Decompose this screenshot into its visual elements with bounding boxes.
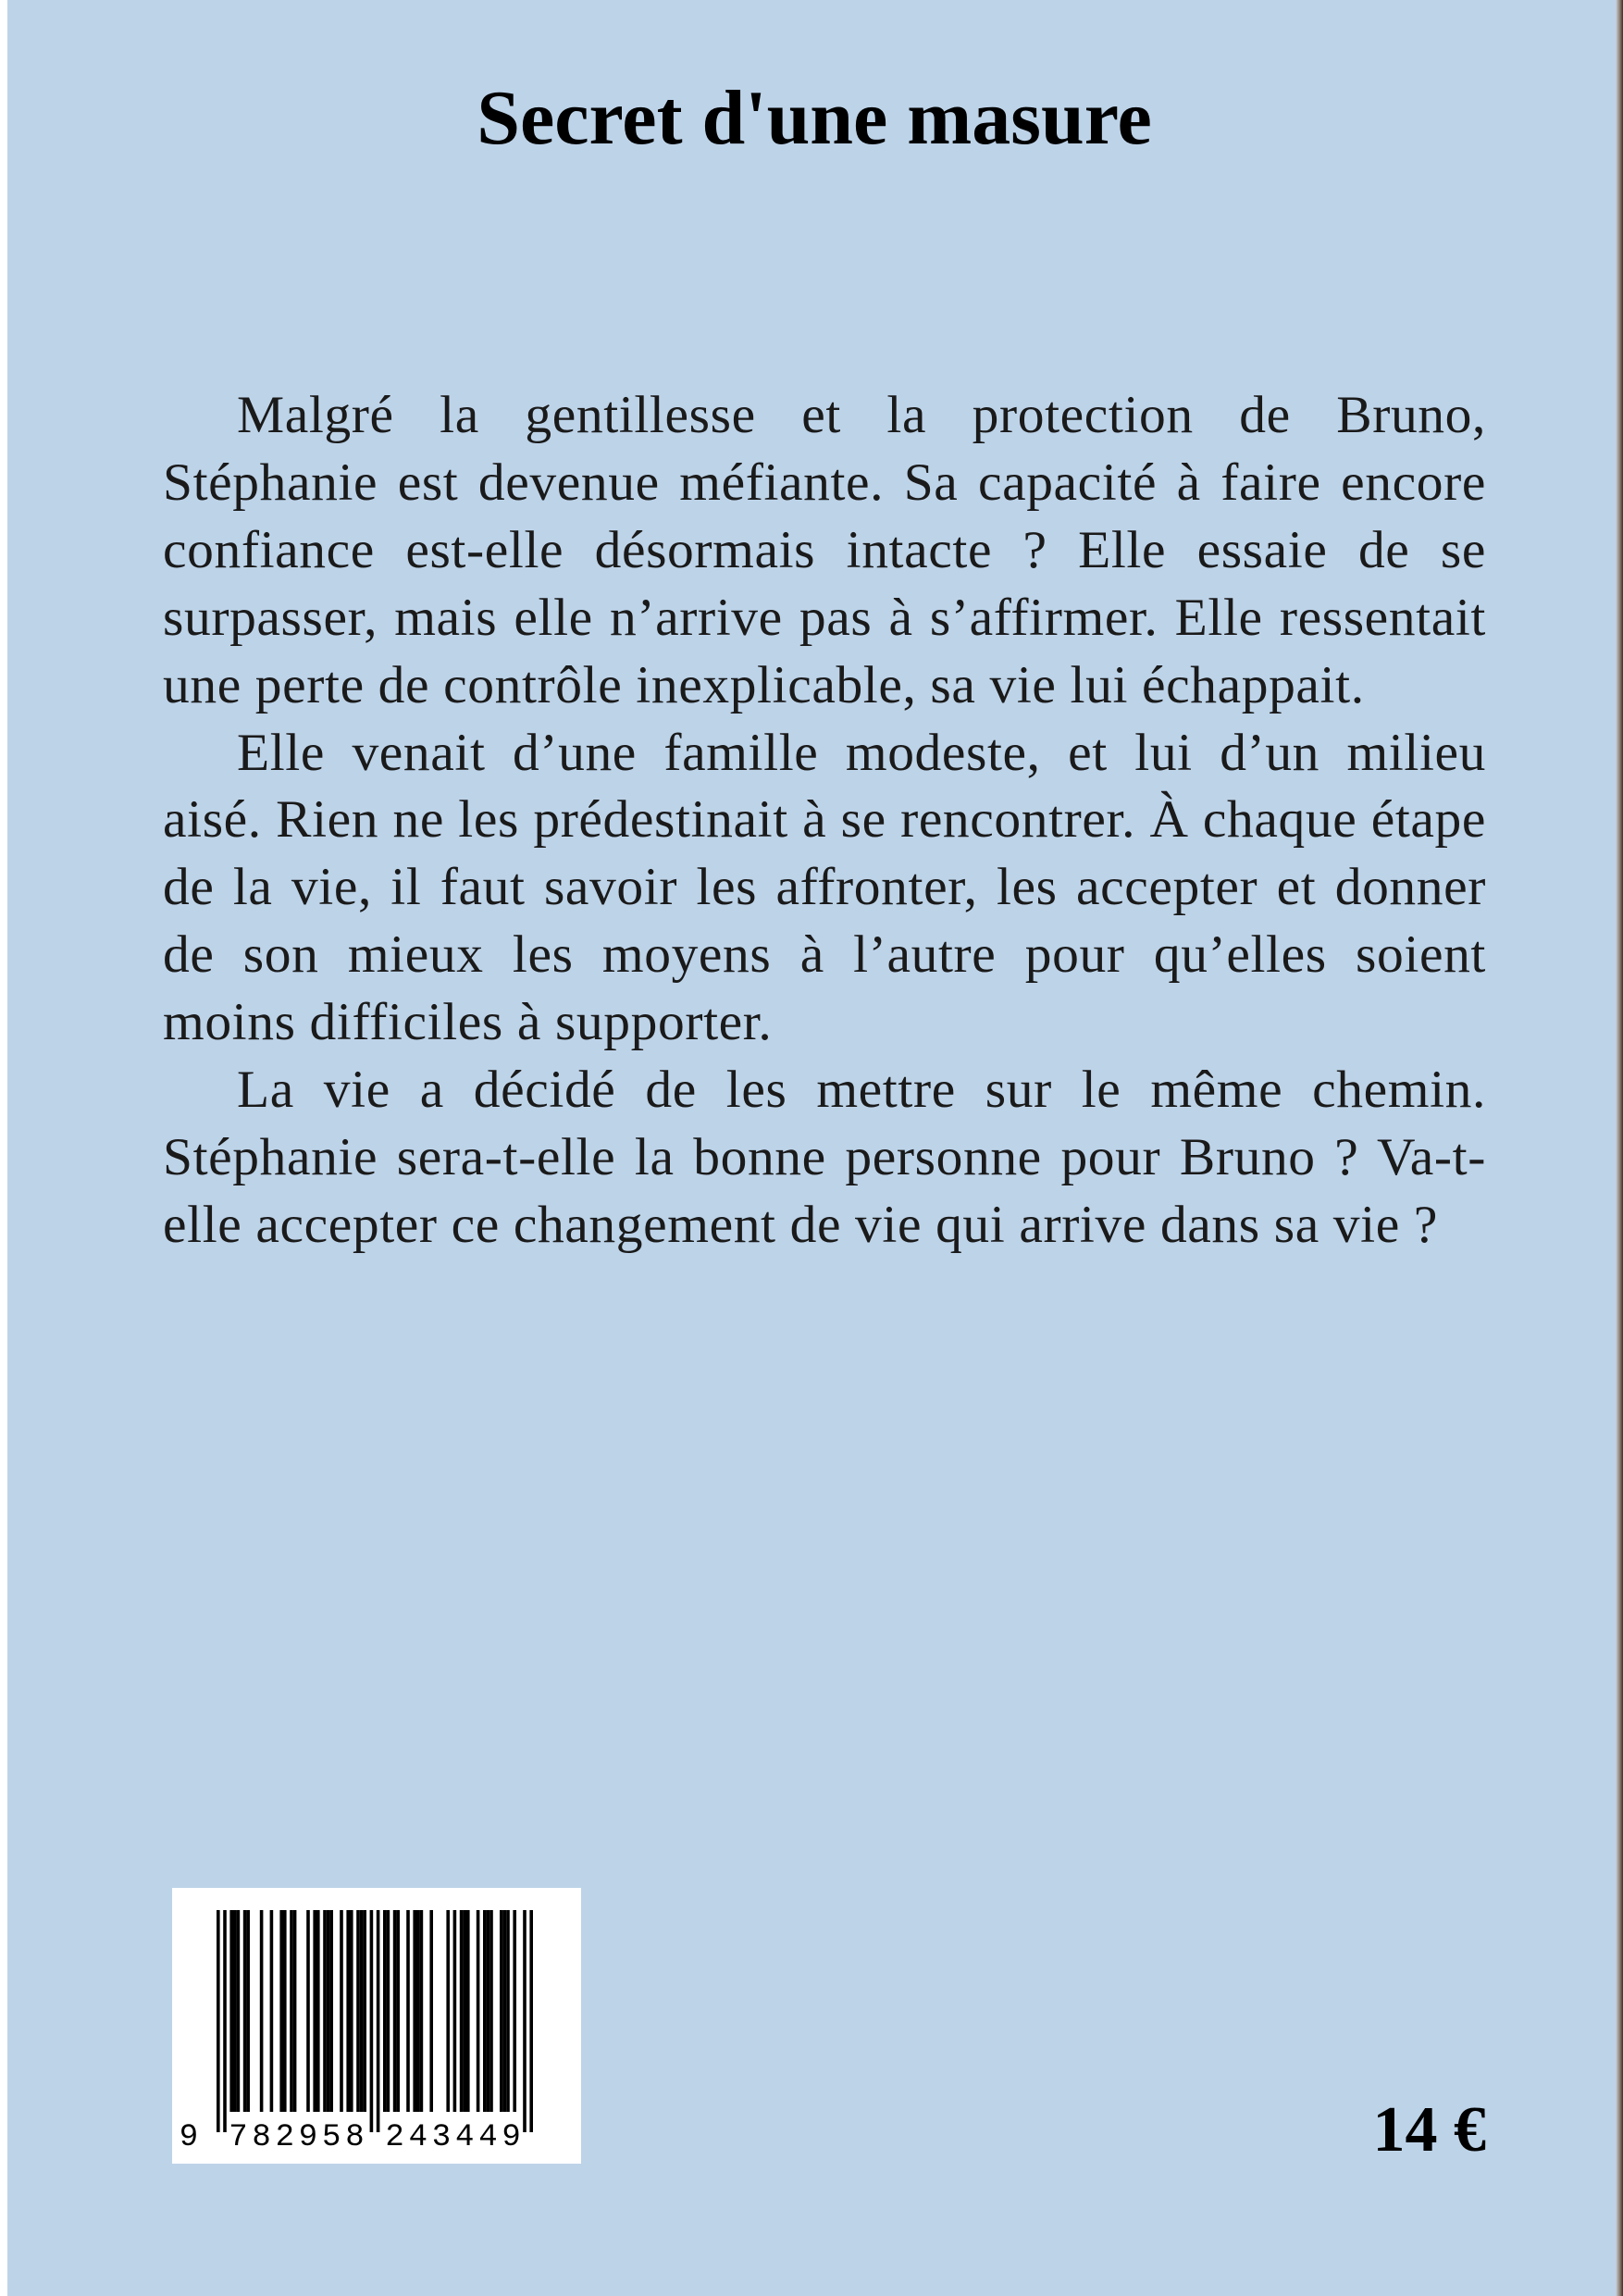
barcode-bar — [316, 1910, 320, 2112]
barcode-bar — [246, 1910, 250, 2112]
barcode-digit: 2 — [385, 2120, 404, 2155]
spine-edge — [1616, 0, 1623, 2296]
barcode-bar — [393, 1910, 397, 2112]
barcode-bar — [489, 1910, 493, 2112]
barcode-bar — [463, 1910, 466, 2112]
barcode-digit: 4 — [478, 2120, 498, 2155]
barcode-bar — [350, 1910, 353, 2112]
barcode-bar — [260, 1910, 264, 2112]
barcode-bar — [217, 1910, 220, 2132]
barcode-bar — [460, 1910, 464, 2112]
barcode-digit: 7 — [229, 2120, 248, 2155]
barcode-digit: 5 — [321, 2120, 341, 2155]
barcode-bar — [293, 1910, 297, 2112]
barcode-bar — [483, 1910, 487, 2112]
barcode-bar — [290, 1910, 293, 2112]
barcode-bar — [503, 1910, 507, 2112]
barcode-bar — [387, 1910, 390, 2112]
book-back-cover — [7, 0, 1621, 2296]
barcode-digit: 2 — [275, 2120, 295, 2155]
barcode-bar — [329, 1910, 333, 2112]
barcode-digit: 8 — [252, 2120, 271, 2155]
barcode-bar — [363, 1910, 366, 2112]
isbn-barcode — [172, 1888, 581, 2164]
barcode-bar — [416, 1910, 420, 2112]
barcode-bar — [377, 1910, 380, 2132]
barcode-bar — [313, 1910, 316, 2112]
barcode-bar — [506, 1910, 510, 2112]
book-title: Secret d'une masure — [477, 75, 1152, 161]
barcode-bar — [229, 1910, 233, 2112]
barcode-digit: 4 — [408, 2120, 428, 2155]
barcode-image — [172, 1888, 581, 2164]
barcode-bar — [360, 1910, 364, 2112]
barcode-digit: 9 — [179, 2120, 199, 2155]
barcode-bar — [270, 1910, 274, 2112]
barcode-bar — [323, 1910, 327, 2112]
barcode-bar — [279, 1910, 283, 2112]
barcode-bar — [413, 1910, 416, 2112]
barcode-digit: 9 — [502, 2120, 521, 2155]
blurb-paragraph-1: Malgré la gentillesse et la protection de Bruno, Stéphanie est devenue méfiante. Sa capacité à faire encore confiance est-elle désormais intacte ? Elle essaie de se surpasser, mais elle n’arrive pas à s’affirmer. Elle ressentait une perte de contrôle inexplicable, sa vie lui échappait. — [163, 386, 1486, 714]
barcode-bar — [233, 1910, 237, 2112]
barcode-bar — [429, 1910, 433, 2112]
blurb-text — [163, 382, 1486, 1260]
barcode-bar — [466, 1910, 470, 2112]
barcode-bar — [453, 1910, 457, 2112]
barcode-bar — [243, 1910, 247, 2112]
barcode-bar — [223, 1910, 227, 2132]
barcode-bar — [327, 1910, 330, 2112]
barcode-bar — [383, 1910, 387, 2112]
barcode-digit: 9 — [298, 2120, 318, 2155]
barcode-bar — [370, 1910, 374, 2132]
barcode-bar — [356, 1910, 360, 2112]
barcode-bar — [283, 1910, 287, 2112]
barcode-bar — [340, 1910, 343, 2112]
barcode-bar — [346, 1910, 350, 2112]
barcode-bar — [237, 1910, 241, 2112]
barcode-bar — [513, 1910, 516, 2112]
barcode-bar — [523, 1910, 527, 2132]
barcode-bar — [306, 1910, 310, 2112]
barcode-digit: 3 — [431, 2120, 452, 2155]
barcode-digit: 8 — [345, 2120, 365, 2155]
barcode-bar — [500, 1910, 503, 2112]
barcode-bar — [446, 1910, 450, 2112]
barcode-bar — [420, 1910, 424, 2112]
blurb-paragraph-2: Elle venait d’une famille modeste, et lui d’un milieu aisé. Rien ne les prédestinait à se rencontrer. À chaque étape de la vie, il faut savoir les affronter, les accepter et donner de son mieux les moyens à l’autre pour qu’elles soient moins difficiles à supporter. — [163, 723, 1486, 1052]
barcode-bar — [487, 1910, 490, 2112]
price-label: 14 € — [1372, 2094, 1486, 2166]
blurb-paragraph-3: La vie a décidé de les mettre sur le même chemin. Stéphanie sera-t-elle la bonne personne pour Bruno ? Va-t-elle accepter ce changement de vie qui arrive dans sa vie ? — [163, 1061, 1486, 1254]
barcode-bar — [406, 1910, 410, 2112]
barcode-digit: 4 — [454, 2120, 475, 2155]
barcode-bar — [396, 1910, 400, 2112]
barcode-bar — [477, 1910, 480, 2112]
barcode-bar — [529, 1910, 533, 2132]
